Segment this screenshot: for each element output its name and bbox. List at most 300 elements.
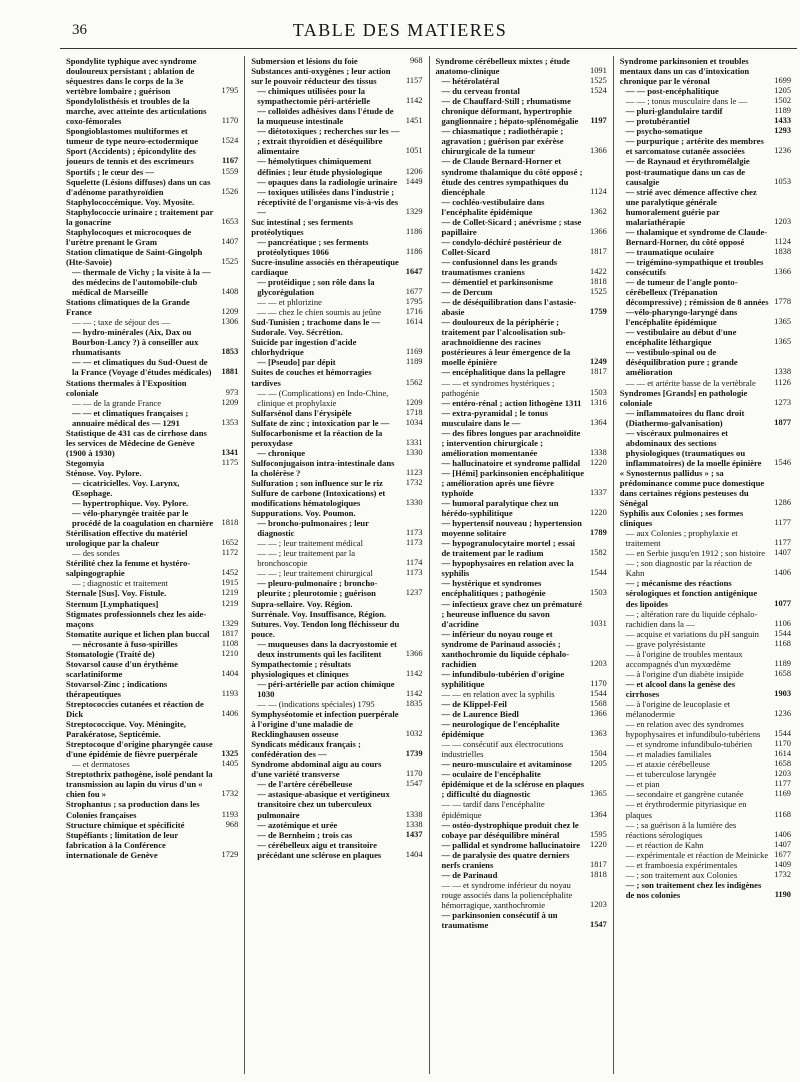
- index-entry: [251, 820, 422, 830]
- index-entry-page: 1142: [406, 668, 423, 678]
- index-entry: [251, 538, 422, 548]
- index-entry: [251, 659, 422, 679]
- index-entry-page: 1108: [221, 638, 239, 648]
- index-entry-text: — broncho-pulmonaires ; leur diagnostic: [257, 518, 369, 539]
- index-entry-text: — secondaire et gangrène cutanée: [625, 789, 744, 800]
- index-entry: [251, 699, 422, 709]
- index-entry: [251, 237, 422, 257]
- index-entry: [251, 418, 422, 428]
- index-entry-text: — — (Complications) en Indo-Chine, clinique et prophylaxie: [257, 387, 389, 408]
- index-entry-text: — à l'origine de leucoplasie et mélanodermie: [625, 699, 731, 720]
- index-entry: [620, 548, 791, 558]
- index-entry-page: 1818: [221, 518, 239, 528]
- index-entry: [620, 649, 791, 669]
- index-entry-text: — colloïdes adhésives dans l'étude de la muqueuse intestinale: [257, 106, 394, 127]
- index-entry-text: Syndrome parkinsonien et troubles mentaux dans un cas d'intoxication chronique par le véronal: [619, 56, 750, 87]
- index-entry-page: 1032: [405, 729, 423, 739]
- index-entry-text: Stegomyia: [66, 457, 105, 468]
- index-entry-page: 1329: [405, 206, 423, 216]
- index-entry-page: 1544: [590, 568, 607, 578]
- index-entry-text: — acquise et variations du pH sanguin: [625, 628, 759, 639]
- index-entry-text: — hypogranulocytaire mortel ; essai de traitement par le radium: [441, 538, 576, 559]
- index-entry-page: 1817: [221, 628, 239, 638]
- index-entry-text: — humoral paralytique chez un hérédo-syphilitique: [441, 498, 559, 519]
- index-entry-text: — expérimentale et réaction de Meinicke: [625, 849, 769, 860]
- index-entry-text: Suppurations. Voy. Poumon.: [251, 508, 356, 519]
- index-entry-page: 1316: [590, 397, 607, 407]
- index-entry-page: 1408: [221, 287, 239, 297]
- index-entry-page: 1338: [405, 809, 423, 819]
- index-entry-text: — de Chauffard-Still ; rhumatisme chronique déformant, hypertrophie ganglionnaire ; hépato-splénomégalie: [441, 96, 579, 127]
- index-entry: [251, 518, 422, 538]
- index-entry-page: 1051: [405, 146, 423, 156]
- index-entry-page: 1365: [590, 789, 607, 799]
- index-entry: [436, 317, 607, 367]
- index-entry-text: Suicide par ingestion d'acide chlorhydrique: [251, 337, 357, 358]
- index-entry-page: 1170: [774, 739, 791, 749]
- index-entry-text: — — (indications spéciales) 1795: [257, 699, 375, 709]
- index-entry: [436, 599, 607, 629]
- index-entry: [66, 578, 238, 588]
- index-entry-text: — neurologique de l'encéphalite épidémique: [441, 719, 560, 740]
- index-entry-text: — vestibulaire au début d'une encéphalite léthargique: [625, 327, 737, 348]
- index-entry-text: Sulfarsénol dans l'érysipèle: [251, 407, 352, 418]
- index-entry-page: 1452: [221, 568, 239, 578]
- index-entry-text: — — et artérite basse de la vertèbrale: [625, 377, 756, 388]
- index-entry-text: — en relation avec des syndromes hypophysaires et infundibulo-tubériens: [625, 719, 761, 740]
- index-entry-text: — astasique-abasique et vertigineux transitoire chez un tuberculeux pulmonaire: [257, 789, 390, 820]
- index-entry-page: 1209: [221, 307, 239, 317]
- index-entry-text: Spondylolisthésis et troubles de la marche, avec atteinte des articulations coxo-fémorales: [66, 96, 207, 127]
- index-entry-text: — des fibres longues par arachnoïdite ; intervention chirurgicale ; amélioration momentanée: [441, 427, 581, 458]
- index-entry-page: 1502: [774, 96, 791, 106]
- index-entry: [620, 378, 791, 388]
- index-entry-text: — et tuberculose laryngée: [625, 769, 717, 780]
- index-entry: [66, 759, 238, 769]
- index-entry: [436, 156, 607, 196]
- index-entry: [620, 749, 791, 759]
- index-entry-page: 1422: [590, 266, 607, 276]
- index-entry-text: Stérilité chez la femme et hystéro-salpingographie: [66, 558, 191, 579]
- index-entry-page: 1329: [221, 618, 239, 628]
- index-entry: [436, 277, 607, 287]
- index-entry-text: Station climatique de Saint-Gingolph (Hte-Savoie): [66, 246, 203, 267]
- index-entry-text: — péri-artérielle par action chimique 1030: [257, 678, 395, 699]
- index-entry: [66, 719, 238, 739]
- index-entry-page: 1544: [774, 628, 791, 638]
- index-entry-page: 1525: [590, 76, 607, 86]
- index-entry: [620, 629, 791, 639]
- index-entry-page: 1173: [406, 528, 423, 538]
- index-entry: [251, 478, 422, 488]
- index-entry: [620, 508, 791, 528]
- index-entry-page: 1053: [774, 176, 791, 186]
- index-entry-text: — opaques dans la radiologie urinaire: [257, 176, 398, 187]
- index-entry-text: — — de la grande France: [72, 397, 162, 408]
- index-entry: [620, 307, 791, 327]
- index-entry-text: Staphylococcémique. Voy. Myosite.: [66, 196, 195, 207]
- index-entry-text: — — post-encéphalitique: [625, 86, 719, 97]
- index-entry-page: 1526: [221, 186, 239, 196]
- index-entry-text: Sport (Accidents) ; épicondylite des joueurs de tennis et des escrimeurs: [66, 146, 196, 167]
- index-entry-page: 1547: [590, 920, 607, 930]
- index-entry-page: 1365: [774, 337, 791, 347]
- index-entry: [620, 136, 791, 156]
- index-entry: [620, 247, 791, 257]
- index-entry: [251, 679, 422, 699]
- index-entry: [66, 468, 238, 478]
- index-entry-text: — — ; leur traitement par la bronchoscopie: [257, 548, 356, 569]
- index-entry-page: 1759: [590, 307, 607, 317]
- index-entry: [436, 558, 607, 578]
- index-entry-page: 1338: [774, 367, 791, 377]
- index-entry-page: 1729: [221, 849, 239, 859]
- index-entry: [66, 146, 238, 166]
- index-entry-page: 1203: [590, 658, 607, 668]
- index-entry-text: — ; diagnostic et traitement: [72, 578, 168, 589]
- index-entry-page: 1341: [221, 447, 239, 457]
- index-entry: [66, 378, 238, 398]
- index-entry-text: Supra-sellaire. Voy. Région.: [251, 598, 353, 609]
- index-entry-text: — pleuro-pulmonaire ; broncho-pleurite ; pleurotomie ; guérison: [257, 578, 378, 599]
- index-entry: [620, 850, 791, 860]
- index-entry: [66, 649, 238, 659]
- index-entry-page: 1077: [774, 598, 791, 608]
- index-entry-text: — et alcool dans la genèse des cirrhoses: [625, 678, 736, 699]
- index-entry: [66, 458, 238, 468]
- index-entry-page: 1338: [590, 447, 607, 457]
- index-entry: [66, 267, 238, 297]
- index-entry: [66, 629, 238, 639]
- index-entry-text: — parkinsonien consécutif à un traumatisme: [441, 909, 558, 931]
- index-entry-text: — du cerveau frontal: [441, 86, 520, 97]
- index-entry: [66, 428, 238, 458]
- index-entry-page: 1437: [405, 829, 423, 839]
- index-entry-text: — — et climatiques du Sud-Ouest de la France (Voyage d'études médicales): [72, 357, 212, 378]
- index-entry: [620, 388, 791, 408]
- index-entry-page: 1614: [405, 317, 423, 327]
- index-entry: [436, 880, 607, 910]
- index-entry: [251, 639, 422, 659]
- index-entry-page: 1186: [406, 226, 423, 236]
- index-entry-page: 1209: [221, 397, 239, 407]
- index-entry: [620, 779, 791, 789]
- index-entry-page: 968: [409, 56, 423, 65]
- index-entry-text: — condylo-déchiré postérieur de Collet-Sicard: [441, 236, 562, 257]
- index-entry-page: 1091: [590, 66, 607, 76]
- index-entry-text: — hypophysaires en relation avec la syphilis: [441, 558, 574, 579]
- index-entry-page: 1406: [774, 568, 791, 578]
- index-entry-text: Stations climatiques de la Grande France: [66, 297, 190, 318]
- index-entry: [436, 709, 607, 719]
- index-entry-page: 1818: [590, 277, 607, 287]
- index-entry-page: 1220: [590, 457, 607, 467]
- index-entry: [436, 398, 607, 408]
- index-entry-text: — chimiques utilisées pour la sympathectomie péri-artérielle: [257, 86, 371, 107]
- index-entry-page: 1716: [405, 307, 423, 317]
- index-entry-page: 1559: [221, 166, 239, 176]
- index-entry: [251, 619, 422, 639]
- index-entry-page: 1366: [590, 709, 607, 719]
- index-entry-page: 1451: [405, 116, 423, 126]
- index-entry-page: 1157: [406, 76, 423, 86]
- index-entry: [66, 830, 238, 860]
- index-entry-text: — et syndrome infundibulo-tubérien: [625, 739, 753, 750]
- index-entry: [66, 639, 238, 649]
- index-entry-page: 1881: [221, 367, 239, 377]
- index-entry-text: Suc intestinal ; ses ferments protéolytiques: [251, 216, 353, 237]
- index-entry-page: 1220: [590, 508, 607, 518]
- index-entry-page: 1853: [221, 347, 239, 357]
- index-entry-text: — cérébelleux aigu et transitoire précédant une sclérose en plaques: [257, 839, 382, 860]
- index-entry-text: Sulfoconjugaison intra-intestinale dans la cholérèse ?: [251, 457, 395, 478]
- index-entry-page: 1286: [774, 498, 791, 508]
- index-entry-text: — nécrosante à fuso-spirilles: [72, 638, 178, 649]
- index-entry-page: 1409: [774, 859, 791, 869]
- index-entry-text: Statistique de 431 cas de cirrhose dans les services de Médecine de Genève (1900 à 1930): [66, 427, 207, 458]
- index-entry: [251, 367, 422, 387]
- index-entry-page: 1817: [590, 859, 607, 869]
- index-entry-page: 1835: [405, 699, 423, 708]
- index-entry-text: Syndrome abdominal aigu au cours d'une variété transverse: [251, 759, 382, 780]
- index-entry: [620, 327, 791, 347]
- index-entry-page: 1525: [590, 287, 607, 297]
- index-entry-text: — confusionnel dans les grands traumatismes craniens: [441, 256, 558, 277]
- index-entry-page: 1504: [590, 749, 607, 759]
- index-entry-text: Streptococcies cutanées et réaction de Dick: [66, 699, 204, 720]
- index-entry-text: Stovarsol-Zinc ; indications thérapeutiques: [66, 678, 168, 699]
- index-entry-text: — trigémino-sympathique et troubles consécutifs: [625, 256, 764, 277]
- index-entry-text: — purpurique ; artérite des membres et sarcomatose cutanée associées: [625, 136, 764, 157]
- index-entry-page: 1407: [774, 548, 791, 558]
- index-entry-text: — thermale de Vichy ; la visite à la — des médecins de l'automobile-club médical de Marseille: [72, 266, 211, 298]
- index-entry-text: — [Hémi] parkinsonien encéphalitique ; amélioration après une fièvre typhoïde: [441, 467, 585, 499]
- index-entry-page: 1177: [774, 779, 791, 789]
- index-entry-page: 1186: [406, 246, 423, 256]
- index-entry-text: — pancréatique ; ses ferments protéolytiques 1066: [257, 236, 369, 257]
- index-entry: [436, 378, 607, 398]
- index-entry-text: — chronique: [257, 447, 306, 458]
- index-entry-page: 1795: [221, 86, 239, 96]
- index-entry-text: — diétotoxiques ; recherches sur les — ; extrait thyroïdien et déséquilibre alimentaire: [257, 126, 400, 157]
- index-entry-page: 1237: [405, 588, 423, 598]
- index-entry-text: Submersion et lésions du foie: [251, 56, 358, 66]
- index-entry-page: 1718: [405, 407, 423, 417]
- index-entry-text: — pallidal et syndrome hallucinatoire: [441, 839, 581, 850]
- index-entry: [251, 789, 422, 819]
- index-entry-page: 1189: [774, 106, 791, 116]
- index-entry-page: 1177: [774, 518, 791, 528]
- index-entry-page: 1293: [774, 126, 791, 136]
- index-entry: [620, 116, 791, 126]
- index-entry: [620, 840, 791, 850]
- index-entry-text: — — ; leur traitement chirurgical: [257, 568, 373, 579]
- index-entry: [436, 56, 607, 76]
- index-entry-page: 1205: [774, 86, 791, 96]
- index-entry-text: — — ; leur traitement médical: [257, 538, 363, 549]
- index-entry: [251, 56, 422, 66]
- index-entry-page: 1817: [590, 367, 607, 377]
- index-entry: [436, 237, 607, 257]
- index-entry-page: 1732: [221, 789, 239, 799]
- index-entry-text: Squelette (Lésions diffuses) dans un cas d'adénome parathyroïdien: [66, 176, 211, 197]
- index-entry-text: Stovarsol cause d'un érythème scarlatiniforme: [66, 658, 178, 679]
- index-entry-page: 1337: [590, 488, 607, 498]
- index-entry-text: Stigmates professionnels chez les aide-maçons: [66, 608, 207, 629]
- index-entry-page: 1658: [774, 668, 791, 678]
- index-entry-page: 1142: [406, 688, 423, 698]
- index-entry: [251, 277, 422, 297]
- index-entry-text: — et érythrodermie pityriasique en plaques: [625, 799, 747, 820]
- index-entry-page: 1524: [221, 136, 239, 146]
- index-entry-text: — azotémique et urée: [257, 819, 338, 830]
- index-entry: [436, 840, 607, 850]
- index-entry: [251, 428, 422, 448]
- index-entry-page: 1795: [405, 297, 423, 307]
- index-entry-text: — neuro-musculaire et avitaminose: [441, 759, 572, 770]
- index-entry: [436, 689, 607, 699]
- index-entry-page: 1142: [406, 96, 423, 106]
- index-entry-text: Strophantus ; sa production dans les Colonies françaises: [66, 799, 200, 820]
- index-entry: [620, 347, 791, 377]
- index-entry: [66, 498, 238, 508]
- index-entry: [620, 578, 791, 608]
- index-entry-text: — en Serbie jusqu'en 1912 ; son histoire: [625, 548, 766, 559]
- index-entry-text: — ; mécanisme des réactions sérologiques et fonction antigénique des lipoïdes: [625, 578, 758, 609]
- index-entry: [620, 699, 791, 719]
- index-entry-page: 1124: [774, 236, 791, 246]
- index-entry-text: — psycho-somatique: [625, 126, 703, 137]
- index-entry-page: 1652: [221, 538, 239, 548]
- index-entry-text: Syndrome cérébelleux mixtes ; étude anatomo-clinique: [435, 56, 570, 77]
- index-entry-page: 1106: [774, 618, 791, 628]
- index-entry: [436, 739, 607, 759]
- index-entry-page: 1404: [221, 668, 239, 678]
- index-entry-text: — ; altération rare du liquide céphalo-rachidien dans la —: [625, 608, 758, 629]
- index-entry-text: — thalamique et syndrome de Claude-Bernard-Horner, du côté opposé: [625, 226, 768, 247]
- index-entry-page: 1170: [221, 116, 239, 126]
- index-entry-page: 1193: [221, 809, 239, 819]
- index-entry: [251, 548, 422, 568]
- index-entry: [251, 609, 422, 619]
- index-entry-page: 1273: [774, 397, 791, 407]
- index-entry-text: Sténose. Voy. Pylore.: [66, 467, 142, 478]
- index-entry-page: 1173: [406, 538, 423, 548]
- index-entry: [66, 799, 238, 819]
- index-entry: [251, 187, 422, 217]
- index-entry-text: Sportifs ; le cœur des —: [66, 166, 154, 177]
- index-entry: [436, 820, 607, 840]
- index-entry-text: Syndromes [Grands] en pathologie coloniale: [619, 387, 748, 408]
- index-entry-page: 1177: [774, 538, 791, 548]
- index-entry: [251, 297, 422, 307]
- index-entry-page: 1174: [406, 558, 423, 568]
- index-entry-page: 1614: [774, 749, 791, 759]
- index-entry-page: 1330: [405, 447, 423, 457]
- index-columns: [60, 56, 797, 1074]
- index-entry-page: 1203: [774, 769, 791, 779]
- index-entry: [620, 96, 791, 106]
- index-entry: [436, 769, 607, 799]
- index-entry: [66, 96, 238, 126]
- index-entry-page: 1525: [221, 256, 239, 266]
- index-entry-page: 1331: [405, 437, 423, 447]
- index-entry-page: 1210: [221, 648, 239, 658]
- index-entry-text: — de Klippel-Feil: [441, 699, 507, 709]
- index-entry-text: — entéro-rénal ; action lithogène 1311: [441, 397, 582, 408]
- index-entry: [251, 388, 422, 408]
- index-entry-text: — hétérolatéral: [441, 76, 500, 87]
- index-entry-text: —vélo-pharyngo-laryngé dans l'encéphalite épidémique: [625, 307, 738, 328]
- index-entry-text: — de l'artère cérébelleuse: [257, 779, 353, 790]
- index-entry: [251, 217, 422, 237]
- index-entry-page: 1031: [590, 618, 607, 628]
- index-entry-page: 1366: [590, 146, 607, 156]
- index-entry: [66, 227, 238, 247]
- index-entry: [66, 820, 238, 830]
- index-entry-text: — cochléo-vestibulaire dans l'encéphalite épidémique: [441, 196, 545, 217]
- index-entry-page: 1190: [774, 889, 791, 899]
- index-entry-text: — de Collet-Sicard ; anévrisme ; stase papillaire: [441, 216, 582, 237]
- index-entry-text: — à l'origine d'un diabète insipide: [625, 668, 744, 679]
- index-entry-text: — des sondes: [72, 548, 120, 559]
- index-entry: [66, 177, 238, 197]
- index-entry: [251, 840, 422, 860]
- index-entry: [251, 408, 422, 418]
- index-entry-text: — toxiques utilisées dans l'industrie ; réceptivité de l'organisme vis-à-vis des —: [257, 186, 399, 217]
- index-entry: [436, 428, 607, 458]
- index-entry-text: — — consécutif aux électrocutions industrielles: [441, 739, 564, 760]
- index-entry: [620, 428, 791, 468]
- index-entry-text: — traumatique oculaire: [625, 246, 714, 257]
- index-entry-page: 973: [225, 387, 239, 397]
- index-entry: [620, 639, 791, 649]
- index-entry-page: 1236: [774, 709, 791, 719]
- index-entry-text: — pluri-glandulaire tardif: [625, 106, 723, 117]
- index-entry: [251, 66, 422, 86]
- index-entry-page: 1205: [590, 759, 607, 769]
- index-entry-text: — oculaire de l'encéphalite épidémique et de la sclérose en plaques ; difficulté du diagnostic: [441, 769, 585, 800]
- index-entry-text: — ; son diagnostic par la réaction de Kahn: [625, 558, 752, 579]
- index-entry-text: — de Parinaud: [441, 869, 498, 880]
- index-entry: [66, 167, 238, 177]
- index-entry-text: Spondylite typhique avec syndrome douloureux persistant ; ablation de séquestres dans le corps de la 3e vertèbre lombaire ; guérison: [66, 56, 197, 97]
- index-entry-text: Sulfuration ; son influence sur le riz: [251, 477, 383, 488]
- index-entry-text: Stomatologie (Traité de): [66, 648, 155, 659]
- index-entry-page: 1330: [405, 498, 423, 508]
- index-entry-page: 1653: [221, 216, 239, 226]
- index-entry-text: Sutures. Voy. Tendon long fléchisseur du pouce.: [251, 618, 400, 639]
- index-entry: [251, 709, 422, 739]
- index-entry: [436, 538, 607, 558]
- index-entry-page: 1126: [774, 377, 791, 387]
- index-entry-page: 1219: [221, 588, 239, 598]
- index-entry: [251, 357, 422, 367]
- index-entry-text: — de déséquilibration dans l'astasie-abasie: [441, 297, 577, 318]
- index-entry-text: Symphyséotomie et infection puerpérale à l'origine d'une maladie de Recklinghausen osseuse: [251, 709, 399, 740]
- index-entry-text: Substances anti-oxygènes ; leur action sur le pouvoir réducteur des tissus: [251, 66, 391, 87]
- index-entry-page: 1817: [590, 246, 607, 256]
- index-entry-text: — ostéo-dystrophique produit chez le cobaye par déséquilibre minéral: [441, 819, 579, 840]
- index-entry-page: 1366: [405, 648, 423, 658]
- header-rule: [60, 48, 797, 49]
- index-entry: [66, 699, 238, 719]
- index-entry: [620, 769, 791, 779]
- index-entry-page: 1595: [590, 829, 607, 839]
- index-entry-text: Streptocoque d'origine pharyngée cause d'une épidémie de fièvre puerpérale: [66, 739, 213, 760]
- page-number: 36: [72, 22, 87, 38]
- index-entry-text: — hémolytiques chimiquement définies ; leur étude physiologique: [257, 156, 383, 177]
